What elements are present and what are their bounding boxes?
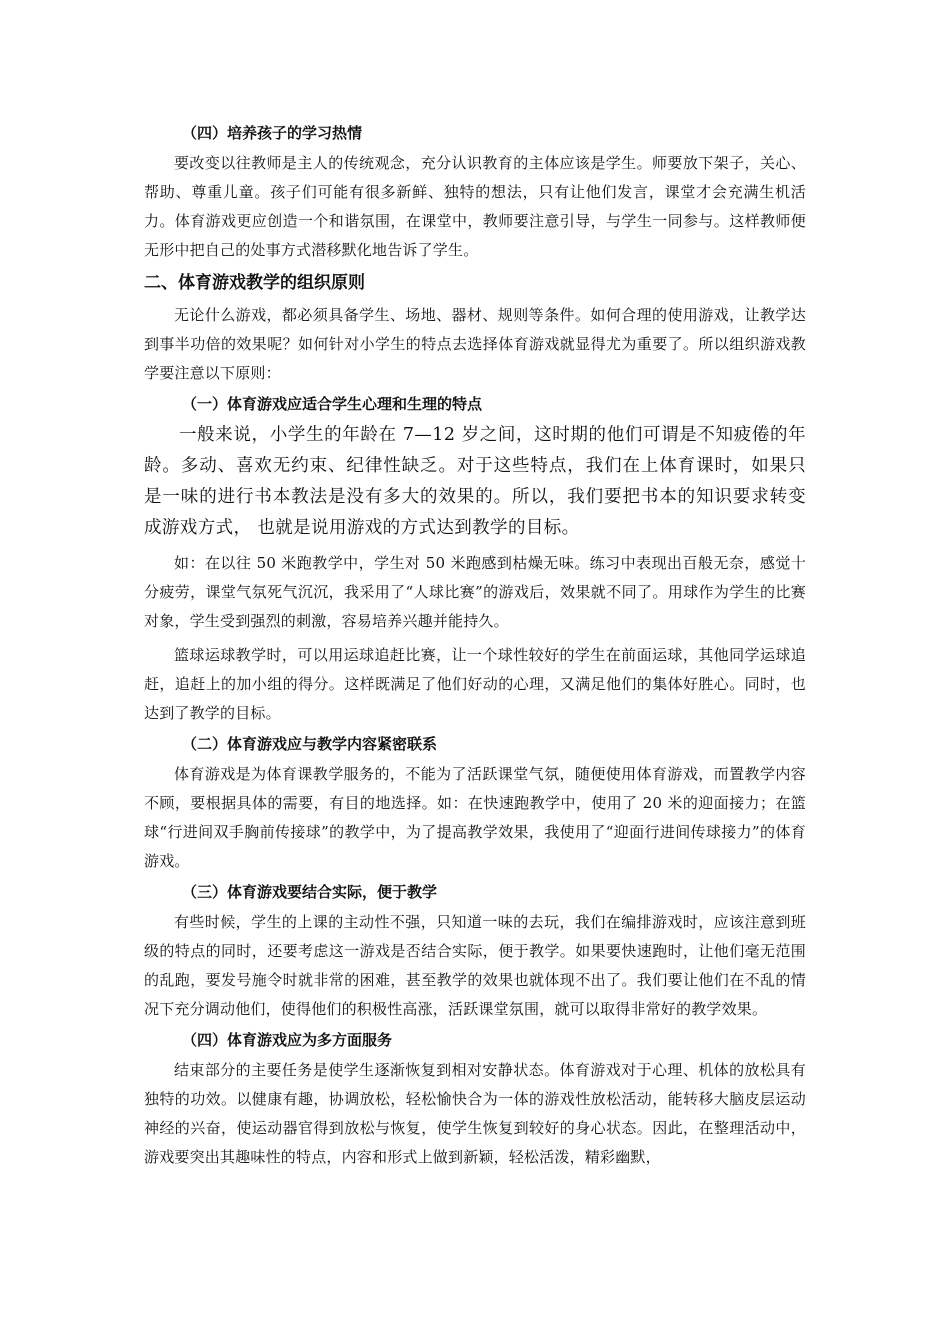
subheading-principle-3: （三）体育游戏要结合实际，便于教学	[182, 883, 438, 901]
paragraph-principle-1-example-50m: 如：在以往 50 米跑教学中，学生对 50 米跑感到枯燥无味。练习中表现出百般无奈，感觉十分疲劳，课堂气氛死气沉沉，我采用了“人球比赛”的游戏后，效果就不同了。用球作为学生的比赛对象，学生受到强烈的刺激，容易培养兴趣并能持久。	[144, 554, 806, 630]
subheading-principle-2: （二）体育游戏应与教学内容紧密联系	[182, 735, 438, 753]
paragraph-organization-intro: 无论什么游戏，都必须具备学生、场地、器材、规则等条件。如何合理的使用游戏，让教学达到事半功倍的效果呢？如何针对小学生的特点去选择体育游戏就显得尤为重要了。所以组织游戏教学要注意以下原则：	[144, 306, 806, 382]
subheading-principle-1: （一）体育游戏应适合学生心理和生理的特点	[182, 395, 483, 413]
paragraph-cultivate-enthusiasm: 要改变以往教师是主人的传统观念，充分认识教育的主体应该是学生。师要放下架子，关心、帮助、尊重儿童。孩子们可能有很多新鲜、独特的想法，只有让他们发言，课堂才会充满生机活力。体育游戏更应创造一个和谐氛围，在课堂中，教师要注意引导，与学生一同参与。这样教师便无形中把自己的处事方式潜移默化地告诉了学生。	[144, 154, 806, 259]
document-body	[144, 122, 806, 1177]
paragraph-principle-4: 结束部分的主要任务是使学生逐渐恢复到相对安静状态。体育游戏对于心理、机体的放松具有独特的功效。以健康有趣，协调放松，轻松愉快合为一体的游戏性放松活动，能转移大脑皮层运动神经的兴奋，使运动器官得到放松与恢复，使学生恢复到较好的身心状态。因此，在整理活动中，游戏要突出其趣味性的特点，内容和形式上做到新颖，轻松活泼，精彩幽默，	[144, 1061, 806, 1166]
section-heading-organization-principles: 二、体育游戏教学的组织原则	[144, 273, 365, 293]
paragraph-principle-1-age: 一般来说，小学生的年龄在 7—12 岁之间，这时期的他们可谓是不知疲倦的年龄。多动、喜欢无约束、纪律性缺乏。对于这些特点，我们在上体育课时，如果只是一味的进行书本教法是没有多大的效果的。所以，我们要把书本的知识要求转变成游戏方式， 也就是说用游戏的方式达到教学的目标。	[144, 425, 806, 538]
subheading-principle-4: （四）体育游戏应为多方面服务	[182, 1031, 393, 1049]
paragraph-principle-1-example-basketball: 篮球运球教学时，可以用运球追赶比赛，让一个球性较好的学生在前面运球，其他同学运球追赶，追赶上的加小组的得分。这样既满足了他们好动的心理，又满足他们的集体好胜心。同时，也达到了教学的目标。	[144, 646, 806, 722]
subheading-cultivate-enthusiasm: （四）培养孩子的学习热情	[182, 124, 363, 142]
paragraph-principle-2: 体育游戏是为体育课教学服务的，不能为了活跃课堂气氛，随便使用体育游戏，而置教学内容不顾，要根据具体的需要，有目的地选择。如：在快速跑教学中，使用了 20 米的迎面接力；在篮球“行进间双手胸前传接球”的教学中，为了提高教学效果，我使用了“迎面行进间传球接力”的体育游戏。	[144, 765, 806, 870]
paragraph-principle-3: 有些时候，学生的上课的主动性不强，只知道一味的去玩，我们在编排游戏时，应该注意到班级的特点的同时，还要考虑这一游戏是否结合实际，便于教学。如果要快速跑时，让他们毫无范围的乱跑，要发号施令时就非常的困难，甚至教学的效果也就体现不出了。我们要让他们在不乱的情况下充分调动他们，使得他们的积极性高涨，活跃课堂氛围，就可以取得非常好的教学效果。	[144, 913, 806, 1018]
